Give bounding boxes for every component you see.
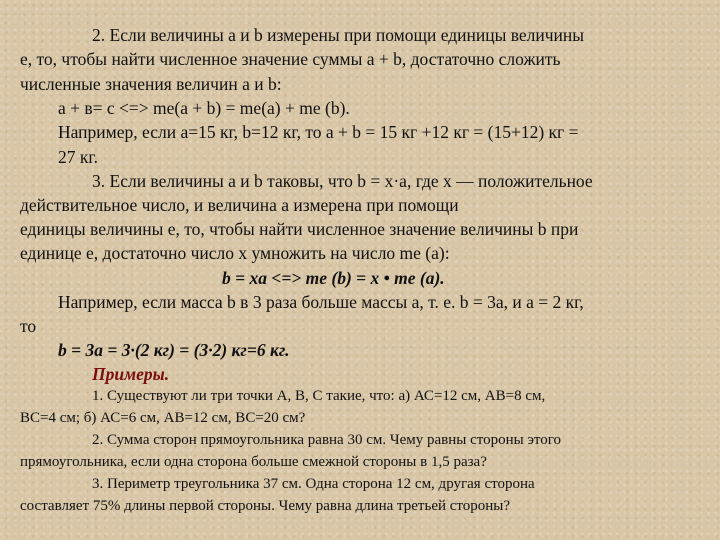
rule-3-example-line-3: b = 3a = 3·(2 кг) = (3·2) кг=6 кг. <box>58 340 290 360</box>
rule-3-example-line-2: то <box>20 316 37 336</box>
rule-3-formula: b = xa <=> mе (b) = x • mе (a). <box>222 268 445 288</box>
rule-2-line-2: e, то, чтобы найти численное значение суммы a + b, достаточно сложить <box>20 49 561 69</box>
example-2-line-1: 2. Сумма сторон прямоугольника равна 30 см. Чему равны стороны этого <box>92 432 562 448</box>
rule-2-line-3: численные значения величин a и b: <box>20 74 282 94</box>
example-1-line-1: 1. Существуют ли три точки А, В, С такие, что: а) АС=12 см, АВ=8 см, <box>92 388 546 404</box>
examples-heading: Примеры. <box>92 364 170 384</box>
rule-2-example-line-2: 27 кг. <box>58 147 98 167</box>
rule-3-example-line-1: Например, если масса b в 3 раза больше массы a, т. е. b = 3a, и a = 2 кг, <box>58 292 584 312</box>
example-3-line-1: 3. Периметр треугольника 37 см. Одна сторона 12 см, другая сторона <box>92 476 535 492</box>
rule-3-line-3: единицы величины e, то, чтобы найти численное значение величины b при <box>20 219 579 239</box>
rule-2-formula: а + в= с <=> mе(а + b) = mе(а) + mе (b). <box>58 98 350 118</box>
rule-3-line-4: единице e, достаточно число x умножить на число mе (a): <box>20 243 450 263</box>
rule-3-line-2: действительное число, и величина a измерена при помощи <box>20 195 459 215</box>
example-2-line-2: прямоугольника, если одна сторона больше смежной стороны в 1,5 раза? <box>20 454 487 470</box>
rule-2-example-line-1: Например, если а=15 кг, b=12 кг, то а + b = 15 кг +12 кг = (15+12) кг = <box>58 122 579 142</box>
rule-3-line-1: 3. Если величины a и b таковы, что b = x·a, где x — положительное <box>92 171 593 191</box>
example-1-line-2: ВС=4 см; б) АС=6 см, АВ=12 см, ВС=20 см? <box>20 410 306 426</box>
rule-2-line-1: 2. Если величины a и b измерены при помощи единицы величины <box>92 25 585 45</box>
example-3-line-2: составляет 75% длины первой стороны. Чему равна длина третьей стороны? <box>20 498 511 514</box>
